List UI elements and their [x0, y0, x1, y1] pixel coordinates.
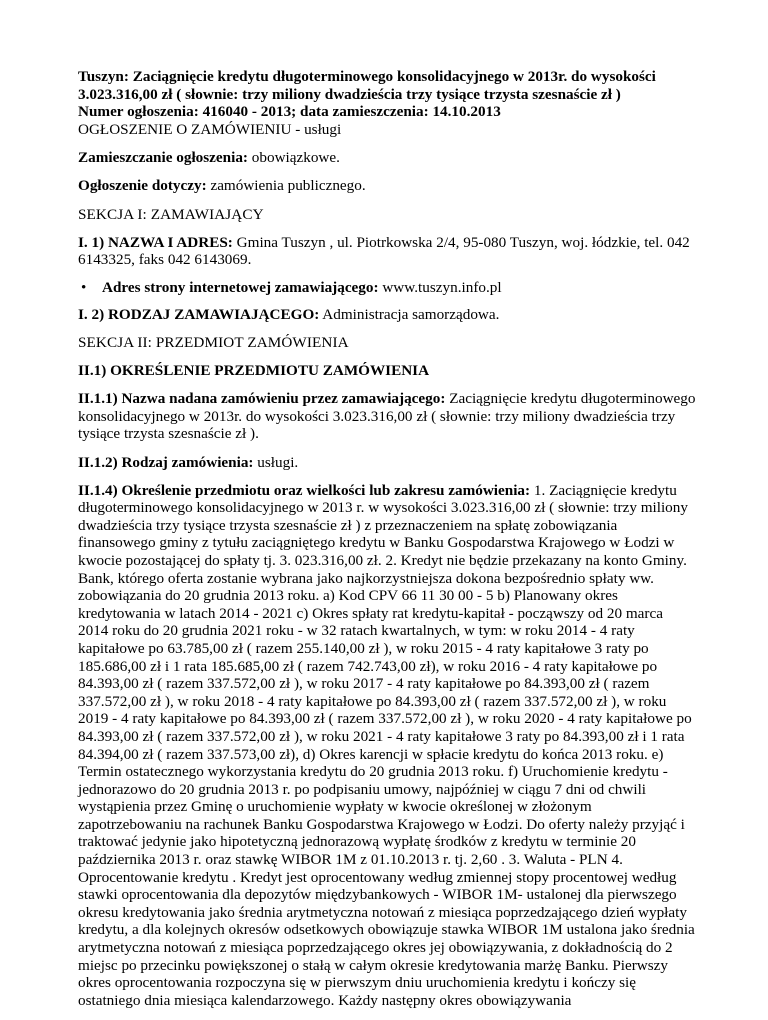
contract-description-value: 1. Zaciągnięcie kredytu długoterminowego konsolidacyjnego w 2013 r. w wysokości 3.023.316,00 zł ( słownie: trzy miliony dwadzieścia trzy tysiące trzysta szesnaście zł ) z przeznaczeniem na spłatę zobowiązania finansowego gminy z tytułu zaciągniętego kredytu w Banku Gospodarstwa Krajowego w Łodzi w kwocie pozostającej do spłaty tj. 3. 023.316,00 zł. 2. Kredyt nie będzie przekazany na konto Gminy. Bank, którego oferta zostanie wybrana jako najkorzystniejsza dokona bezpośrednio spłaty ww. zobowiązania do 20 grudnia 2013 roku. a) Kod CPV 66 11 30 00 - 5 b) Planowany okres kredytowania w latach 2014 - 2021 c) Okres spłaty rat kredytu-kapitał - począwszy od 20 marca 2014 roku do 20 grudnia 2021 roku - w 32 ratach kwartalnych, w tym: w roku 2014 - 4 raty kapitałowe po 63.785,00 zł ( razem 255.140,00 zł ), w roku 2015 - 4 raty kapitałowe 3 raty po 185.686,00 zł i 1 rata 185.685,00 zł ( razem 742.743,00 zł), w roku 2016 - 4 raty kapitałowe po 84.393,00 zł ( razem 337.572,00 zł ), w roku 2017 - 4 raty kapitałowe po 84.393,00 zł ( razem 337.572,00 zł ), w roku 2018 - 4 raty kapitałowe po 84.393,00 zł ( razem 337.572,00 zł ), w roku 2019 - 4 raty kapitałowe po 84.393,00 zł ( razem 337.572,00 zł ), w roku 2020 - 4 raty kapitałowe po 84.393,00 zł ( razem 337.572,00 zł ), w roku 2021 - 4 raty kapitałowe 3 raty po 84.393,00 zł i 1 rata 84.394,00 zł ( razem 337.573,00 zł), d) Okres karencji w spłacie kredytu do końca 2013 roku. e) Termin ostatecznego wykorzystania kredytu do 20 grudnia 2013 roku. f) Uruchomienie kredytu - jednorazowo do 20 grudnia 2013 r. po podpisaniu umowy, najpóźniej w ciągu 7 dni od chwili wystąpienia przez Gminę o uruchomienie wypłaty w kwocie określonej w złożonym zapotrzebowaniu na rachunek Banku Gospodarstwa Krajowego w Łodzi. Do oferty należy przyjąć i traktować jedynie jako hipotetyczną jednorazową wypłatę środków z kredytu w terminie 20 października 2013 r. oraz stawkę WIBOR 1M z 01.10.2013 r. tj. 2,60 . 3. Waluta - PLN 4. Oprocentowanie kredytu . Kredyt jest oprocentowany według zmiennej stopy procentowej według stawki oprocentowania dla depozytów międzybankowych - WIBOR 1M- ustalonej dla pierwszego okresu kredytowania jako średnia arytmetyczna notowań z miesiąca poprzedzającego dzień wypłaty kredytu, a dla kolejnych okresów odsetkowych obowiązuje stawka WIBOR 1M ustalona jako średnia arytmetyczna notowań z miesiąca poprzedzającego okres jej obowiązywania, z dokładnością do 2 miejsc po przecinku powiększonej o stałą w całym okresie kredytowania marżę Banku. Pierwszy okres oprocentowania rozpoczyna się w pierwszym dniu uruchomienia kredytu i kończy się ostatniego dnia miesiąca kalendarzowego. Każdy następny okres obowiązywania: [78, 481, 695, 1009]
concerns-label: Ogłoszenie dotyczy:: [78, 177, 207, 195]
contract-kind-value: usługi.: [253, 453, 299, 471]
placement-label: Zamieszczanie ogłoszenia:: [78, 149, 248, 167]
contract-kind-label: II.1.2) Rodzaj zamówienia:: [78, 453, 254, 471]
bullet-icon: •: [81, 279, 87, 297]
placement-field: [78, 149, 696, 167]
concerns-value: zamówienia publicznego.: [206, 177, 366, 195]
contract-description-field: [78, 482, 696, 1010]
name-and-address-value: Gmina Tuszyn , ul. Piotrkowska 2/4, 95-080 Tuszyn, woj. łódzkie, tel. 042 6143325, faks 042 6143069.: [78, 233, 690, 269]
contract-name-field: [78, 390, 696, 443]
website-label: Adres strony internetowej zamawiającego:: [102, 279, 379, 297]
contract-name-label: II.1.1) Nazwa nadana zamówieniu przez zamawiającego:: [78, 390, 446, 408]
notice-number-and-date: Numer ogłoszenia: 416040 - 2013; data zamieszczenia: 14.10.2013: [78, 103, 501, 121]
concerns-field: [78, 177, 696, 195]
subject-definition-heading-text: II.1) OKREŚLENIE PRZEDMIOTU ZAMÓWIENIA: [78, 362, 430, 380]
subject-definition-heading: [78, 362, 696, 380]
document-page: [78, 68, 696, 1020]
contracting-authority-type-field: [78, 306, 696, 324]
notice-title-line-2: 3.023.316,00 zł ( słownie: trzy miliony dwadzieścia trzy tysiące trzysta szesnaście zł ): [78, 85, 621, 103]
section-1-heading: SEKCJA I: ZAMAWIAJĄCY: [78, 205, 264, 223]
notice-title-block: [78, 68, 696, 138]
contract-name-value: Zaciągnięcie kredytu długoterminowego konsolidacyjnego w 2013r. do wysokości 3.023.316,00 zł ( słownie: trzy miliony dwadzieścia trzy tysiące trzysta szesnaście zł ).: [78, 390, 696, 443]
contracting-authority-type-label: I. 2) RODZAJ ZAMAWIAJĄCEGO:: [78, 305, 320, 323]
name-and-address-label: I. 1) NAZWA I ADRES:: [78, 233, 233, 251]
contracting-authority-type-value: Administracja samorządowa.: [319, 305, 500, 323]
website-link[interactable]: www.tuszyn.info.pl: [378, 279, 502, 297]
website-list: [78, 279, 696, 297]
contract-kind-field: [78, 454, 696, 472]
website-list-item: [78, 279, 696, 297]
name-and-address-field: [78, 234, 696, 269]
section-2-heading: SEKCJA II: PRZEDMIOT ZAMÓWIENIA: [78, 334, 349, 352]
contract-description-label: II.1.4) Określenie przedmiotu oraz wielkości lub zakresu zamówienia:: [78, 481, 531, 499]
notice-type: OGŁOSZENIE O ZAMÓWIENIU - usługi: [78, 120, 342, 138]
notice-title-line-1: Tuszyn: Zaciągnięcie kredytu długoterminowego konsolidacyjnego w 2013r. do wysokości: [78, 68, 656, 85]
placement-value: obowiązkowe.: [247, 149, 340, 167]
